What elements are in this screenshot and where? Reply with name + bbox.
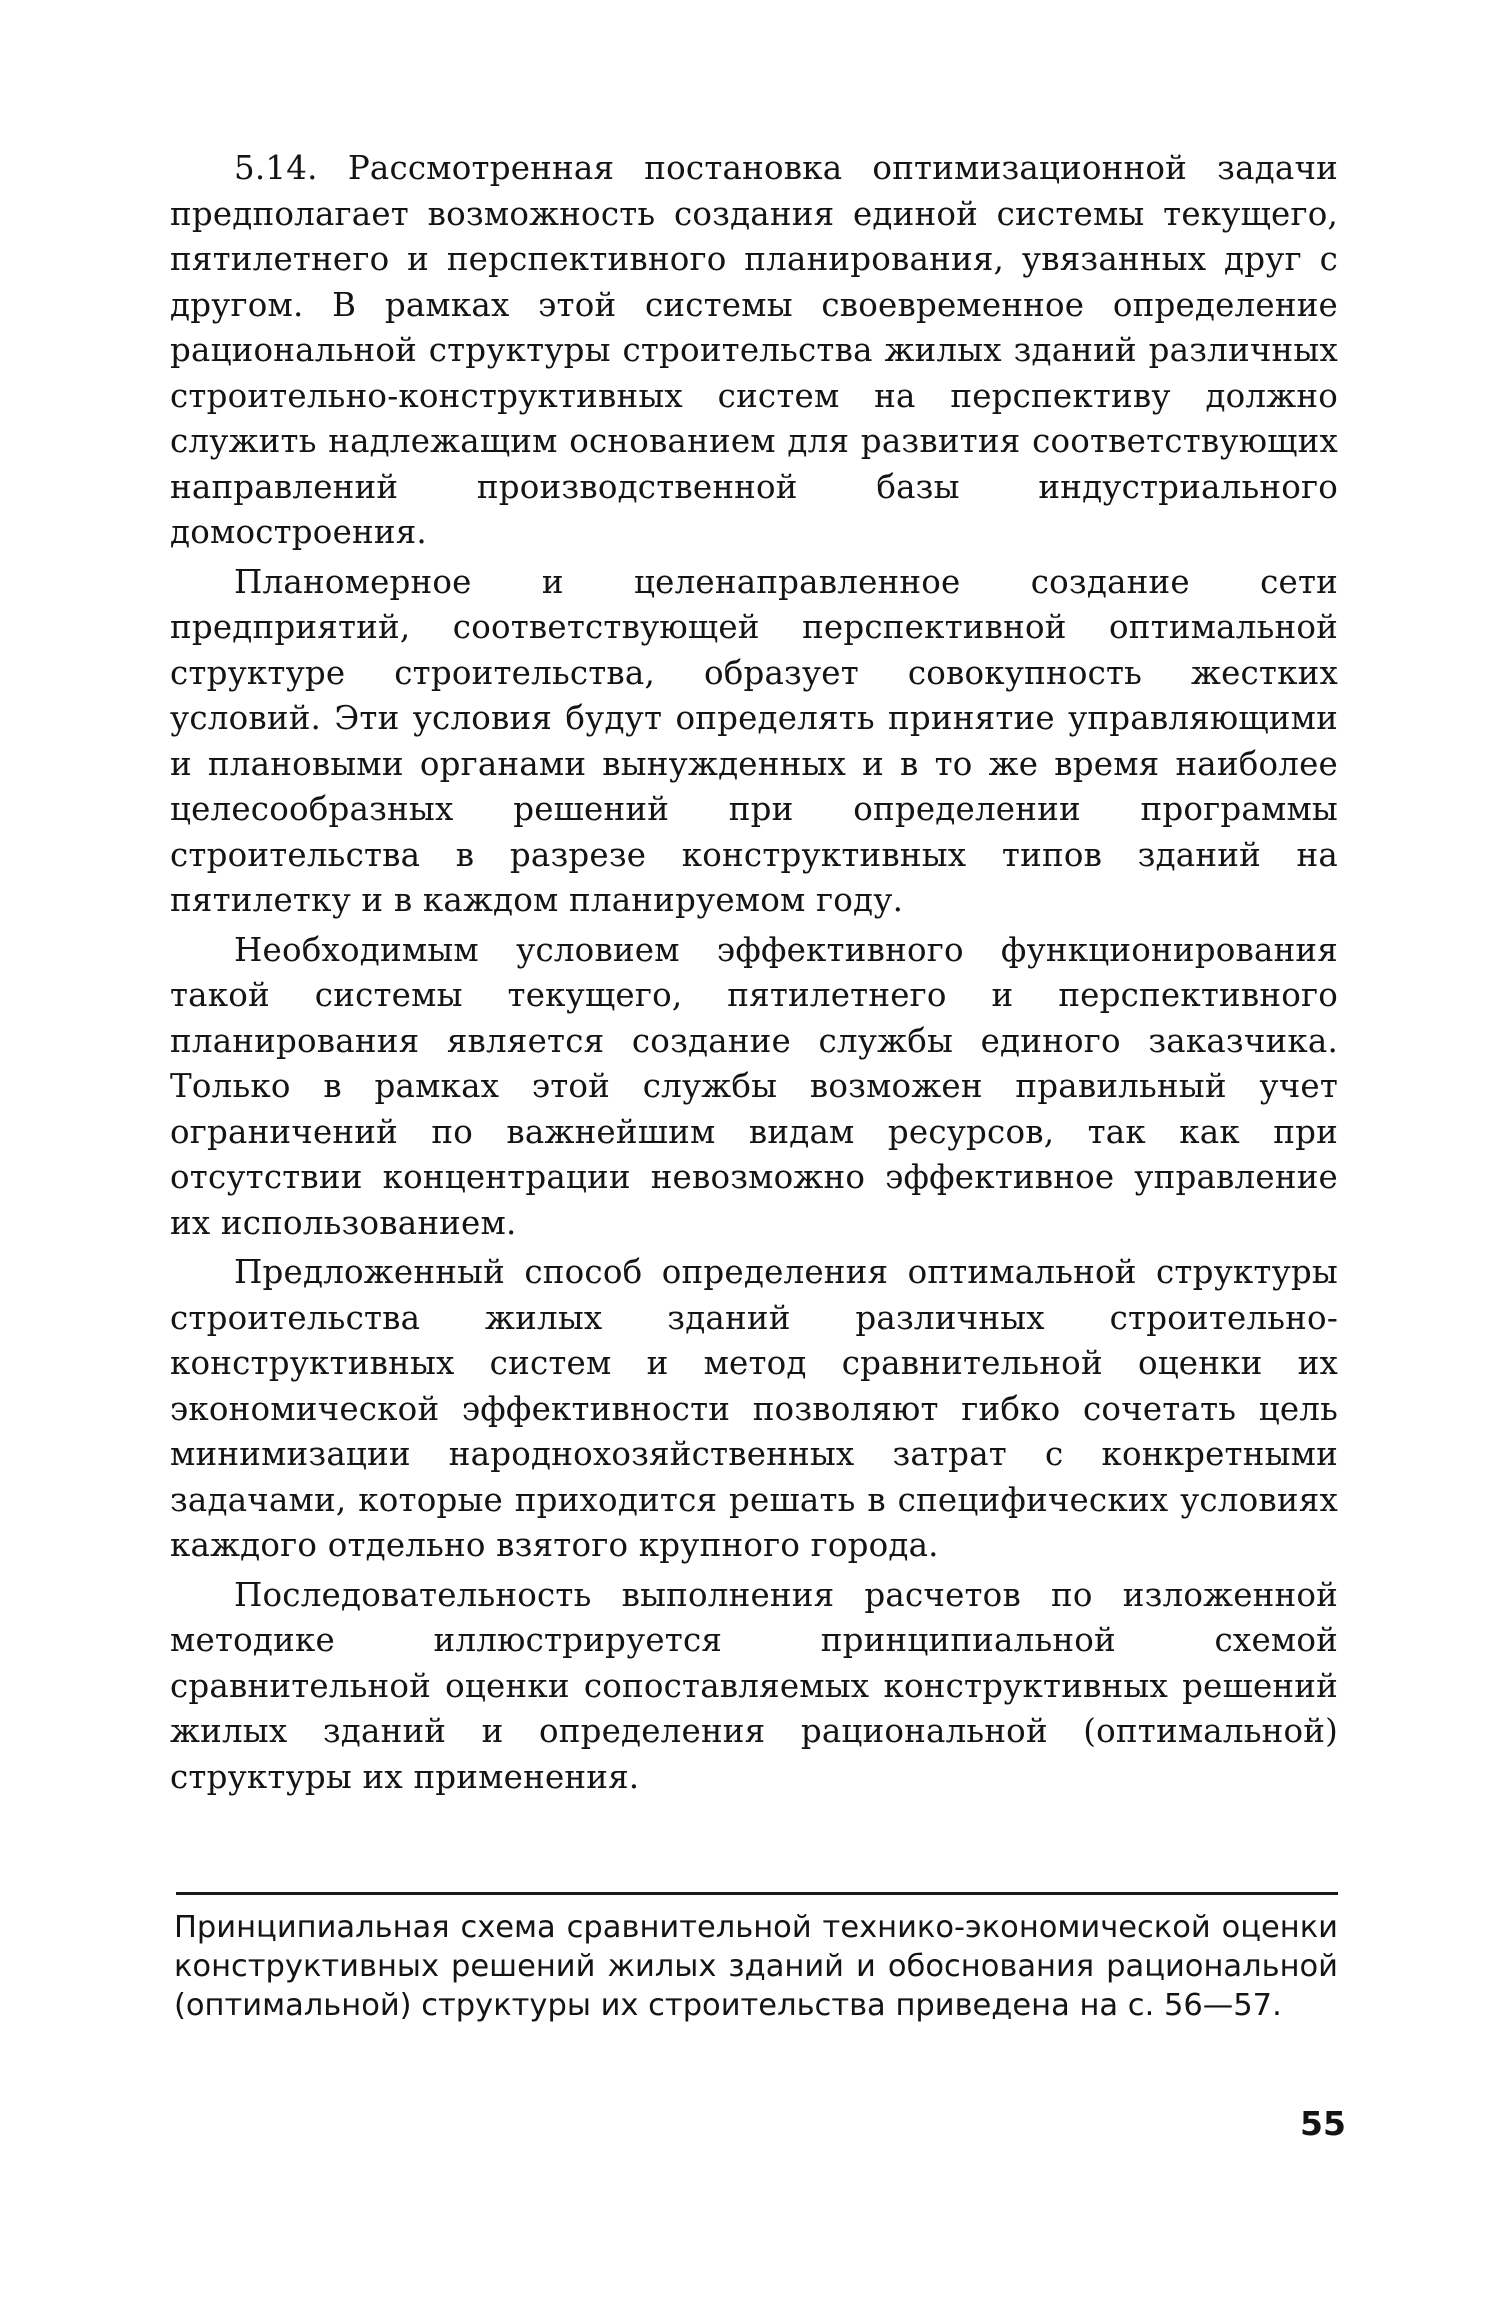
- footnote: Принципиальная схема сравнительной технико-экономической оценки конструктивных решений жилых зданий и обоснования рациональной (оптимальной) структуры их строительства приведена на с. 56—57.: [174, 1910, 1338, 2023]
- footnote-divider: [176, 1892, 1338, 1895]
- paragraph-text: Рассмотренная постановка оптимизационной задачи предполагает возможность создания единой системы текущего, пятилетнего и перспективного планирования, увязанных друг с другом. В рамках этой системы своевременное определение рациональной структуры строительства жилых зданий различных строительно-конструктивных систем на перспективу должно служить надлежащим основанием для развития соответствующих направлений производственной базы индустриального домостроения.: [170, 149, 1338, 551]
- main-text: [170, 146, 1338, 1804]
- page-number: 55: [1300, 2104, 1346, 2143]
- paragraph: Планомерное и целенаправленное создание сети предприятий, соответствующей перспективной оптимальной структуре строительства, образует совокупность жестких условий. Эти условия будут определять принятие управляющими и плановыми органами вынужденных и в то же время наиболее целесообразных решений при определении программы строительства в разрезе конструктивных типов зданий на пятилетку и в каждом планируемом году.: [170, 562, 1338, 919]
- paragraph: Необходимым условием эффективного функционирования такой системы текущего, пятилетнего и перспективного планирования является создание службы единого заказчика. Только в рамках этой службы возможен правильный учет ограничений по важнейшим видам ресурсов, так как при отсутствии концентрации невозможно эффективное управление их использованием.: [170, 930, 1338, 1242]
- paragraph: Предложенный способ определения оптимальной структуры строительства жилых зданий различных строительно-конструктивных систем и метод сравнительной оценки их экономической эффективности позволяют гибко сочетать цель минимизации народнохозяйственных затрат с конкретными задачами, которые приходится решать в специфических условиях каждого отдельно взятого крупного города.: [170, 1253, 1338, 1564]
- paragraph-5-14: [170, 146, 1338, 556]
- section-number: 5.14.: [234, 149, 318, 187]
- paragraph: Последовательность выполнения расчетов по изложенной методике иллюстрируется принципиальной схемой сравнительной оценки сопоставляемых конструктивных решений жилых зданий и определения рациональной (оптимальной) структуры их применения.: [170, 1575, 1338, 1796]
